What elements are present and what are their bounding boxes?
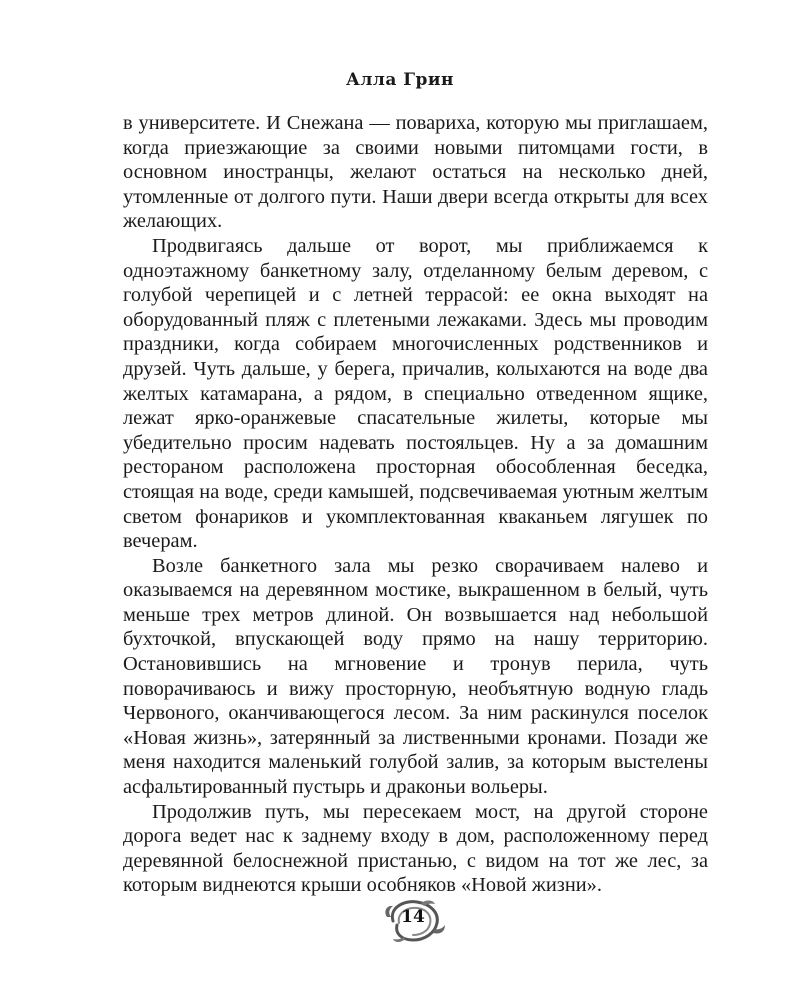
paragraph: Продвигаясь дальше от ворот, мы приближаемся к одноэтажному банкетному залу, отделанному белым деревом, с голубой черепицей и с летней террасой: ее окна выходят на оборудованный пляж с плетеными лежаками. Здесь мы проводим праздники, когда собираем многочисленных родственников и друзей. Чуть дальше, у берега, причалив, колыхаются на воде два желтых катамарана, а рядом, в специально отведенном ящике, лежат ярко-оранжевые спасательные жилеты, которые мы убедительно просим надевать постояльцев. Ну а за домашним рестораном расположена просторная обособленная беседка, стоящая на воде, среди камышей, подсвечиваемая уютным желтым светом фонариков и укомплектованная кваканьем лягушек по вечерам. xyxy=(123,234,708,553)
page-number: 14 xyxy=(401,907,425,927)
running-head-author: Алла Грин xyxy=(346,70,454,90)
body-text xyxy=(123,111,708,898)
paragraph: в университете. И Снежана — повариха, которую мы приглашаем, когда приезжающие за своими новыми питомцами гости, в основном иностранцы, желают остаться на несколько дней, утомленные от долгого пути. Наши двери всегда открыты для всех желающих. xyxy=(123,112,708,233)
paragraph: Возле банкетного зала мы резко сворачиваем налево и оказываемся на деревянном мостике, выкрашенном в белый, чуть меньше трех метров длиной. Он возвышается над небольшой бухточкой, впускающей воду прямо на нашу территорию. Остановившись на мгновение и тронув перила, чуть поворачиваюсь и вижу просторную, необъятную водную гладь Червоного, оканчивающегося лесом. За ним раскинулся поселок «Новая жизнь», затерянный за лиственными кронами. Позади же меня находится маленький голубой залив, за которым выстелены асфальтированный пустырь и драконьи вольеры. xyxy=(123,554,708,799)
paragraph: Продолжив путь, мы пересекаем мост, на другой стороне дорога ведет нас к заднему входу в дом, расположенному перед деревянной белоснежной пристанью, с видом на тот же лес, за которым виднеются крыши особняков «Новой жизни». xyxy=(123,800,708,897)
page-number-badge xyxy=(375,897,451,945)
